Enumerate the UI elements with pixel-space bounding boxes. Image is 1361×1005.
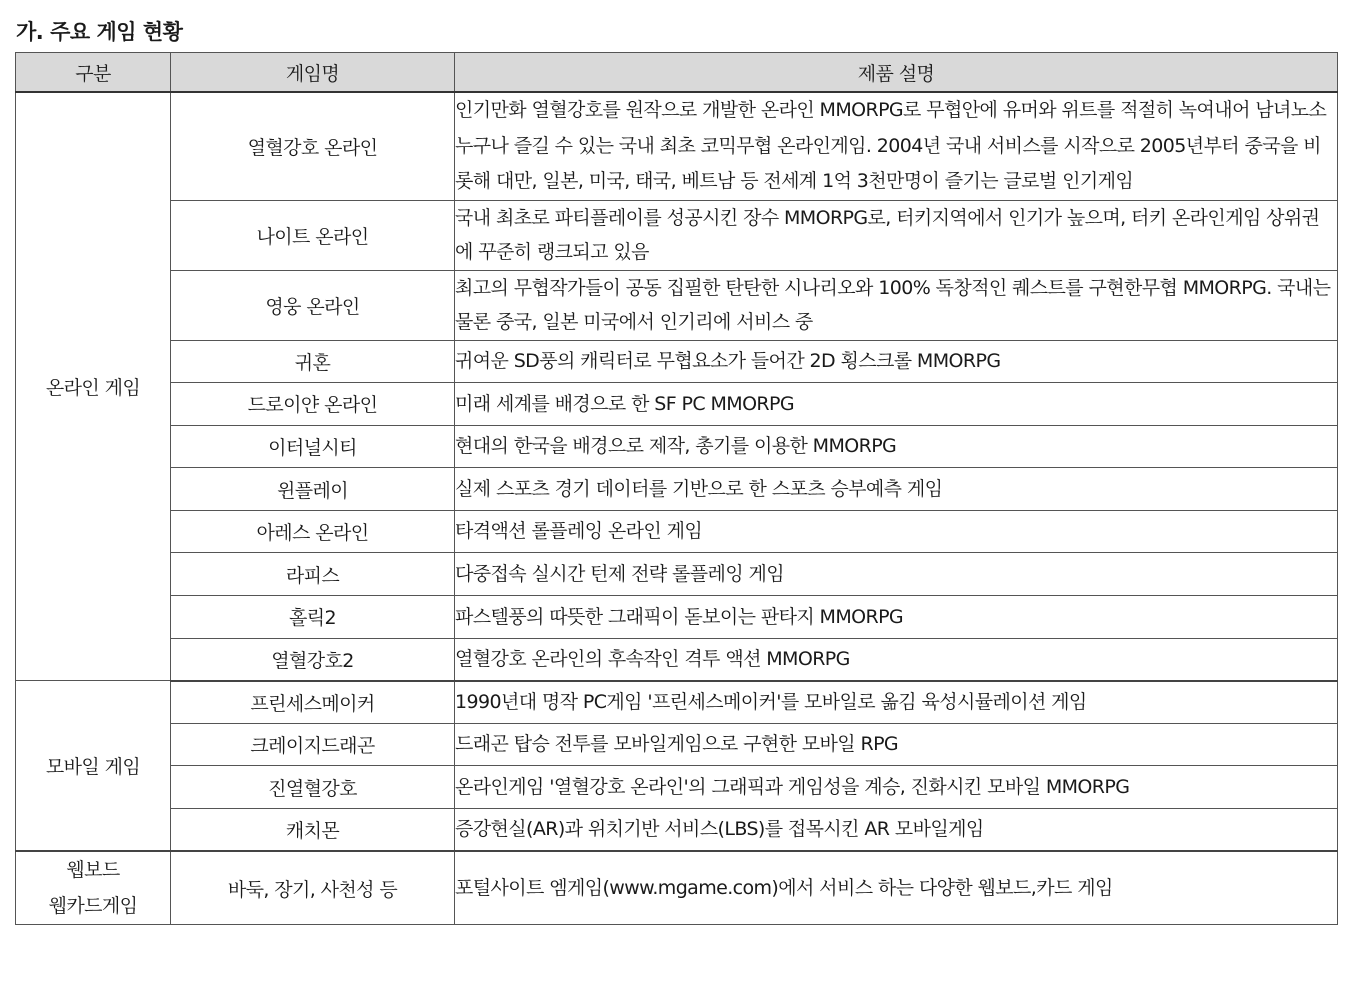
game-description: 1990년대 명작 PC게임 '프린세스메이커'를 모바일로 옮김 육성시뮬레이션 게임 — [455, 681, 1338, 724]
game-name: 영웅 온라인 — [171, 270, 455, 340]
game-name: 열혈강호2 — [171, 638, 455, 681]
game-name: 홀릭2 — [171, 596, 455, 639]
game-name: 캐치몬 — [171, 809, 455, 852]
game-description: 열혈강호 온라인의 후속작인 격투 액션 MMORPG — [455, 638, 1338, 681]
category-online — [16, 92, 171, 681]
table-row — [16, 681, 1338, 724]
table-row — [16, 723, 1338, 766]
game-name: 진열혈강호 — [171, 766, 455, 809]
game-description: 온라인게임 '열혈강호 온라인'의 그래픽과 게임성을 계승, 진화시킨 모바일 MMORPG — [455, 766, 1338, 809]
category-label: 온라인 게임 — [45, 377, 141, 400]
table-row — [16, 510, 1338, 553]
game-name: 바둑, 장기, 사천성 등 — [171, 851, 455, 925]
game-name: 라피스 — [171, 553, 455, 596]
game-name: 프린세스메이커 — [171, 681, 455, 724]
table-row — [16, 596, 1338, 639]
game-description: 증강현실(AR)과 위치기반 서비스(LBS)를 접목시킨 AR 모바일게임 — [455, 809, 1338, 852]
header-description: 제품 설명 — [455, 53, 1338, 93]
game-description: 타격액션 롤플레잉 온라인 게임 — [455, 510, 1338, 553]
game-name: 나이트 온라인 — [171, 200, 455, 270]
game-description: 귀여운 SD풍의 캐릭터로 무협요소가 들어간 2D 횡스크롤 MMORPG — [455, 340, 1338, 383]
game-description: 미래 세계를 배경으로 한 SF PC MMORPG — [455, 383, 1338, 426]
game-description: 인기만화 열혈강호를 원작으로 개발한 온라인 MMORPG로 무협안에 유머와 위트를 적절히 녹여내어 남녀노소 누구나 즐길 수 있는 국내 최초 코믹무협 온라인게임. 2004년 국내 서비스를 시작으로 2005년부터 중국을 비롯해 대만, 일본, 미국, 태국, 베트남 등 전세계 1억 3천만명이 즐기는 글로벌 인기게임 — [455, 92, 1338, 200]
table-row — [16, 425, 1338, 468]
table-row — [16, 383, 1338, 426]
section-title: 가. 주요 게임 현황 — [16, 20, 183, 44]
table-row — [16, 340, 1338, 383]
game-name: 이터널시티 — [171, 425, 455, 468]
table-row — [16, 766, 1338, 809]
game-description: 최고의 무협작가들이 공동 집필한 탄탄한 시나리오와 100% 독창적인 퀘스트를 구현한무협 MMORPG. 국내는 물론 중국, 일본 미국에서 인기리에 서비스 중 — [455, 270, 1338, 340]
table-row — [16, 638, 1338, 681]
game-description: 드래곤 탑승 전투를 모바일게임으로 구현한 모바일 RPG — [455, 723, 1338, 766]
game-name: 아레스 온라인 — [171, 510, 455, 553]
table-header-row — [16, 53, 1338, 93]
header-category: 구분 — [16, 53, 171, 93]
category-label: 웹카드게임 — [48, 895, 138, 918]
game-description: 현대의 한국을 배경으로 제작, 총기를 이용한 MMORPG — [455, 425, 1338, 468]
category-label: 모바일 게임 — [45, 756, 141, 779]
game-description: 파스텔풍의 따뜻한 그래픽이 돋보이는 판타지 MMORPG — [455, 596, 1338, 639]
table-row — [16, 270, 1338, 340]
category-web — [16, 851, 171, 925]
table-row — [16, 553, 1338, 596]
table-row — [16, 809, 1338, 852]
game-description: 실제 스포츠 경기 데이터를 기반으로 한 스포츠 승부예측 게임 — [455, 468, 1338, 511]
table-row — [16, 468, 1338, 511]
table-row — [16, 200, 1338, 270]
table-row — [16, 851, 1338, 925]
category-mobile — [16, 681, 171, 851]
game-name: 열혈강호 온라인 — [171, 92, 455, 200]
games-table — [15, 52, 1338, 925]
game-description: 국내 최초로 파티플레이를 성공시킨 장수 MMORPG로, 터키지역에서 인기가 높으며, 터키 온라인게임 상위권에 꾸준히 랭크되고 있음 — [455, 200, 1338, 270]
header-game-name: 게임명 — [171, 53, 455, 93]
game-name: 크레이지드래곤 — [171, 723, 455, 766]
game-description: 포털사이트 엠게임(www.mgame.com)에서 서비스 하는 다양한 웹보드,카드 게임 — [455, 851, 1338, 925]
game-name: 윈플레이 — [171, 468, 455, 511]
game-description: 다중접속 실시간 턴제 전략 롤플레잉 게임 — [455, 553, 1338, 596]
category-label: 웹보드 — [66, 859, 120, 882]
table-row — [16, 92, 1338, 200]
game-name: 드로이얀 온라인 — [171, 383, 455, 426]
game-name: 귀혼 — [171, 340, 455, 383]
